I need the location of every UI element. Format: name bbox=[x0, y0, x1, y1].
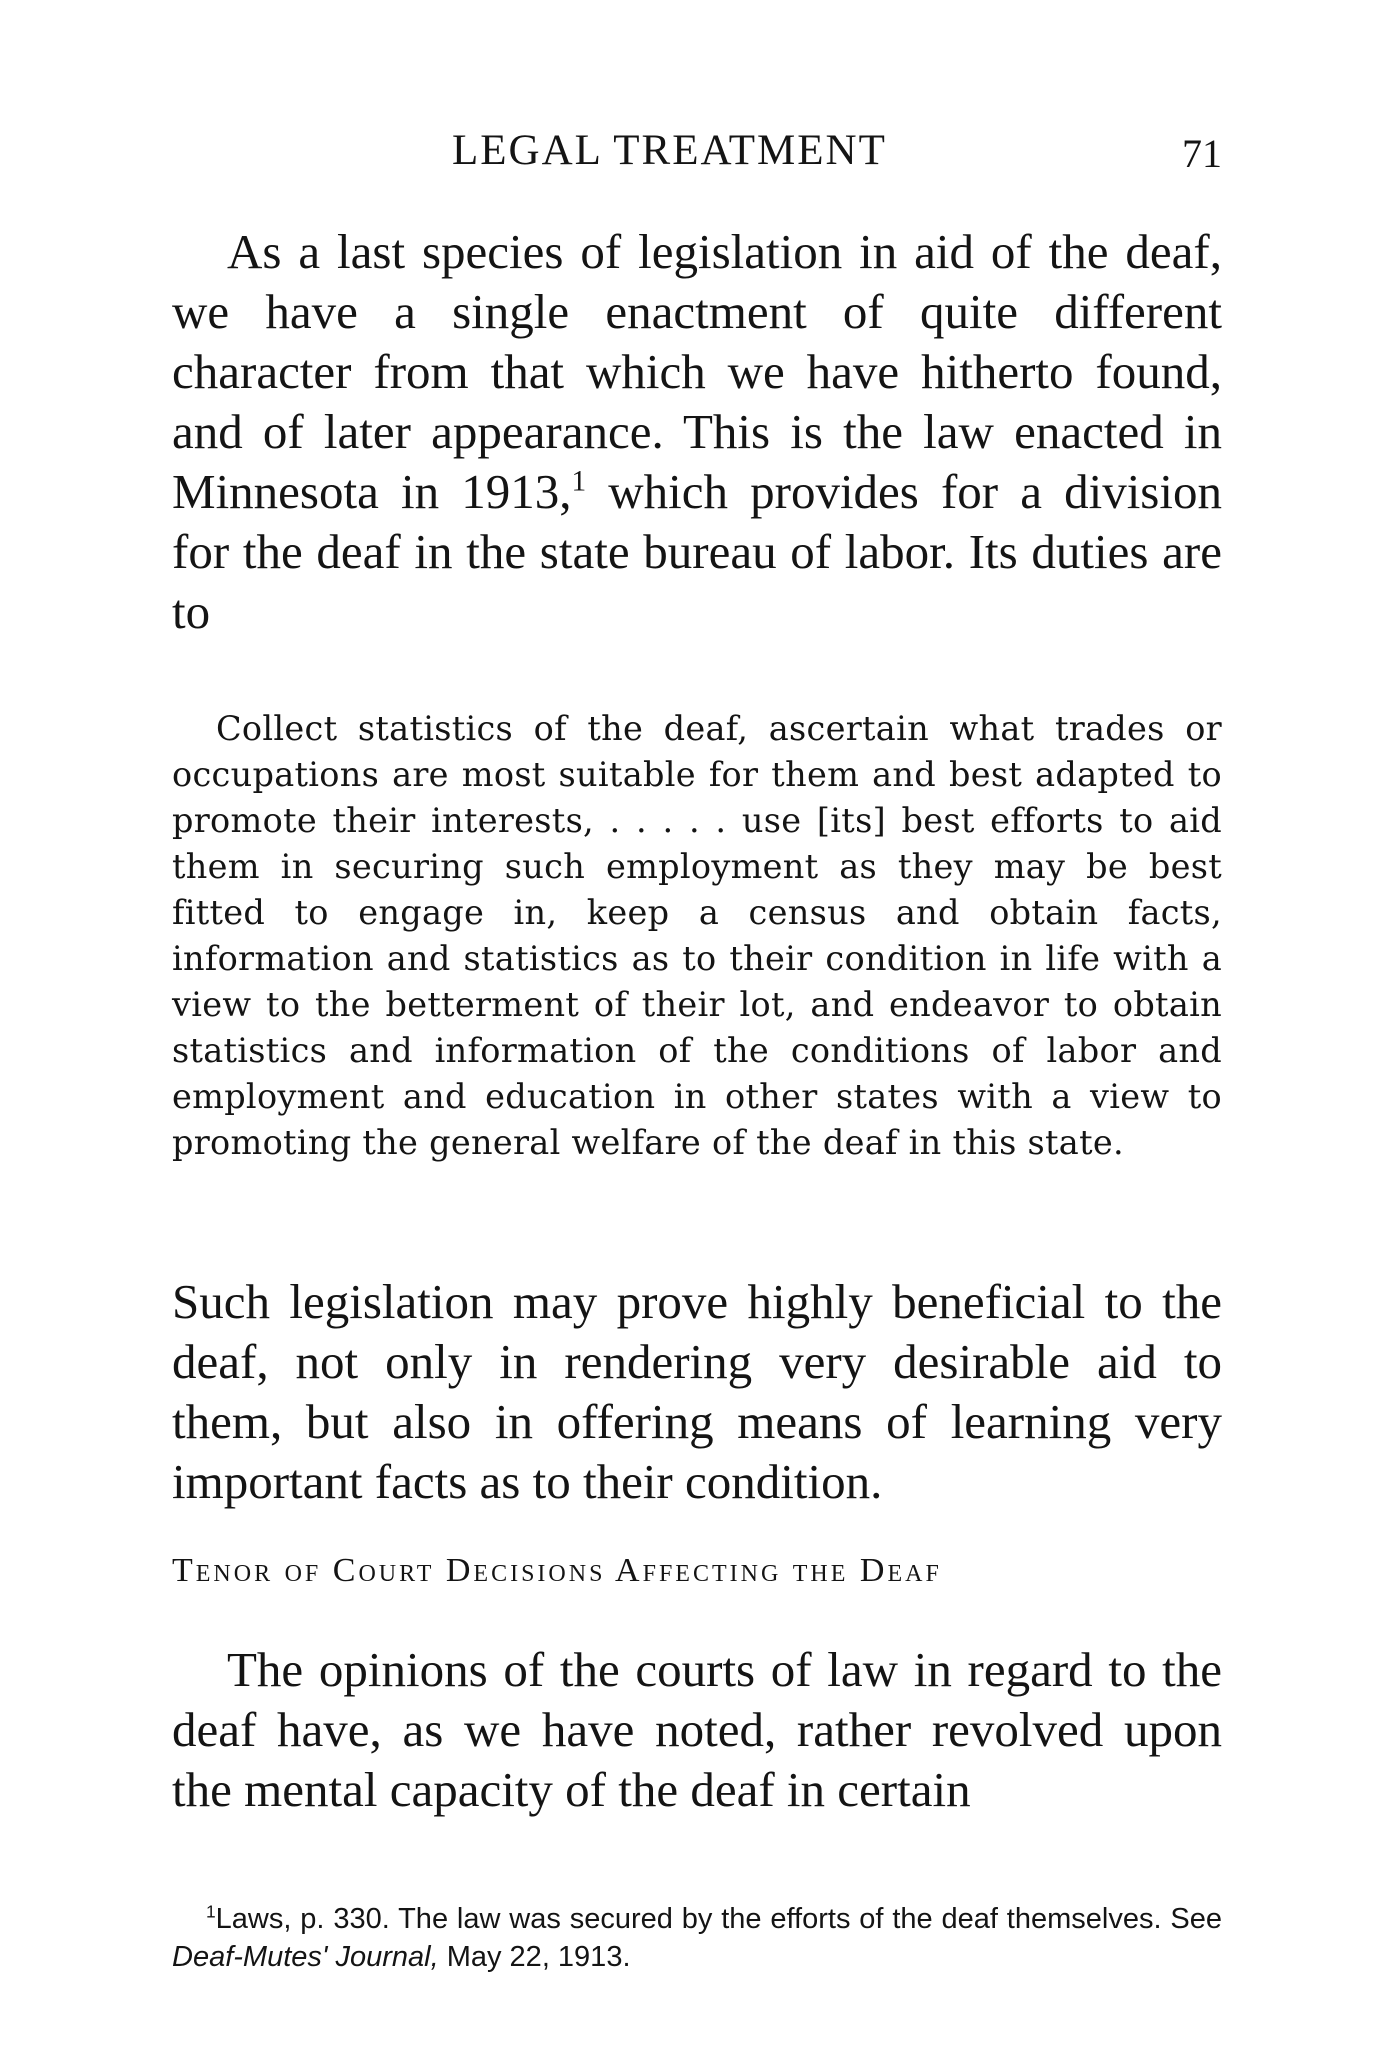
footnote bbox=[172, 1900, 1222, 1976]
page-header bbox=[172, 126, 1222, 186]
section-heading: Tenor of Court Decisions Affecting the Deaf bbox=[172, 1552, 942, 1589]
page-number: 71 bbox=[1182, 131, 1222, 176]
block-quotation: Collect statistics of the deaf, ascertain what trades or occupations are most suitable for them and best adapted to promote their interests, . . . . . use [its] best efforts to aid them in securing such employment as they may be best fitted to engage in, keep a census and obtain facts, information and statistics as to their condition in life with a view to the betterment of their lot, and endeavor to obtain statistics and information of the conditions of labor and employment and education in other states with a view to promoting the general welfare of the deaf in this state. bbox=[172, 709, 1222, 1162]
footnote-text: Laws, p. 330. The law was secured by the efforts of the deaf themselves. See bbox=[215, 1903, 1222, 1935]
paragraph-legislation-text-continued: which provides for a division for the deaf in the state bureau of labor. Its duties are to bbox=[172, 464, 1222, 639]
paragraph-legislation-text: As a last species of legislation in aid of the deaf, we have a single enactment of quite different character from that which we have hitherto found, and of later appearance. This is the law enacted in Minnesota in 1913, bbox=[172, 224, 1222, 519]
running-title: LEGAL TREATMENT bbox=[452, 127, 887, 174]
paragraph-court-opinions: The opinions of the courts of law in regard to the deaf have, as we have noted, rather revolved upon the mental capacity of the deaf in certain bbox=[172, 1642, 1222, 1817]
footnote-text-end: May 22, 1913. bbox=[438, 1941, 631, 1973]
paragraph-legislation bbox=[172, 222, 1222, 642]
footnote-marker: 1 bbox=[206, 1901, 216, 1922]
paragraph-benefit: Such legislation may prove highly beneficial to the deaf, not only in rendering very desirable aid to them, but also in offering means of learning very important facts as to their condition. bbox=[172, 1274, 1222, 1509]
footnote-journal-title: Deaf-Mutes' Journal, bbox=[172, 1941, 439, 1973]
footnote-reference: 1 bbox=[571, 465, 587, 498]
